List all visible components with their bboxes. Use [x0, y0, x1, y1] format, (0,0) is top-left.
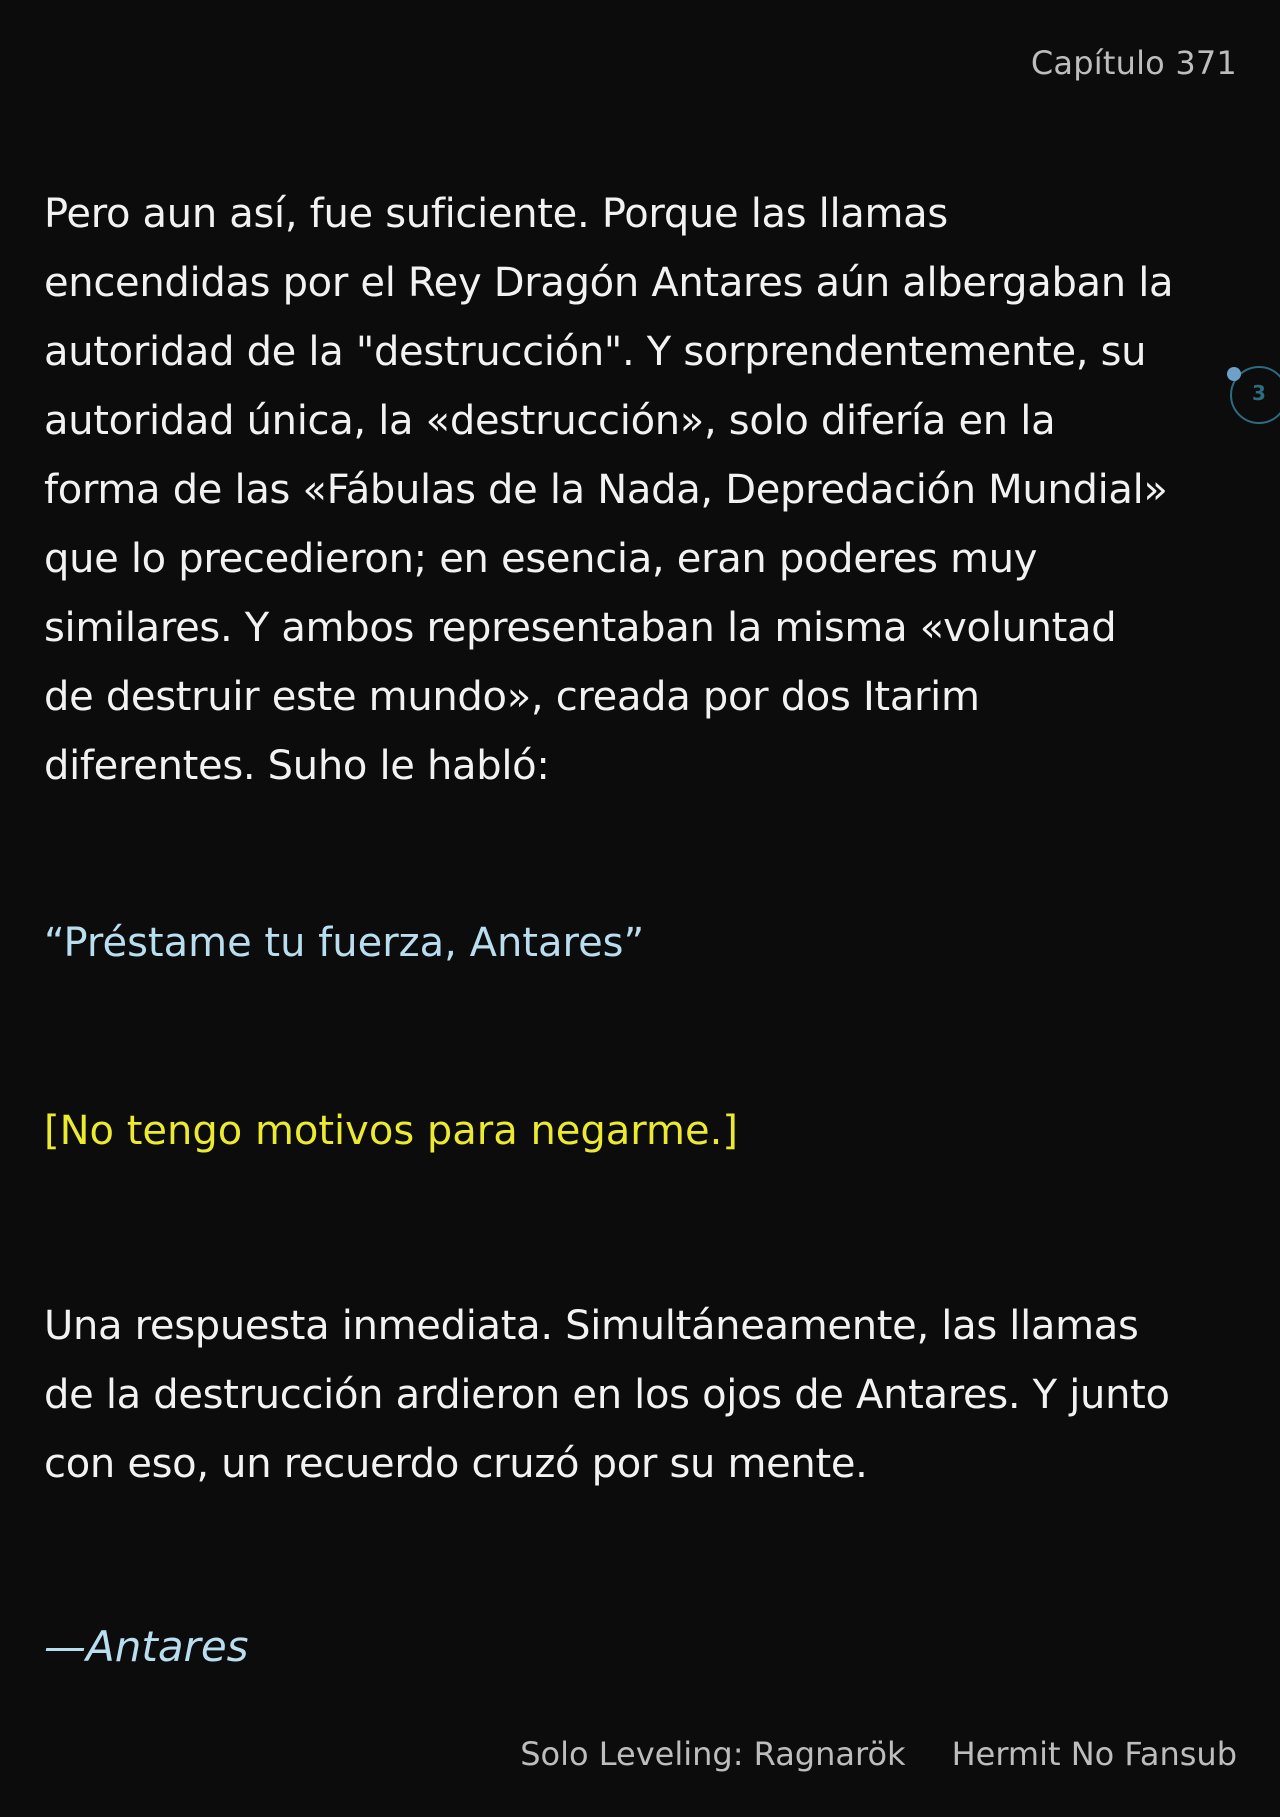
- translator-group: Hermit No Fansub: [951, 1735, 1237, 1773]
- chapter-title: Capítulo 371: [1030, 44, 1237, 82]
- dialogue-line: “Préstame tu fuerza, Antares”: [44, 920, 645, 966]
- page-number: 3: [1252, 381, 1266, 405]
- novel-title: Solo Leveling: Ragnarök: [520, 1735, 906, 1773]
- system-message: [No tengo motivos para negarme.]: [44, 1108, 738, 1154]
- signature-line: —Antares: [44, 1622, 249, 1671]
- paragraph: Pero aun así, fue suficiente. Porque las llamas encendidas por el Rey Dragón Antares aún albergaban la autoridad de la "destrucción". Y sorprendentemente, su autoridad única, la «destrucción», solo difería en la forma de las «Fábulas de la Nada, Depredación Mundial» que lo precedieron; en esencia, eran poderes muy similares. Y ambos representaban la misma «voluntad de destruir este mundo», creada por dos Itarim diferentes. Suho le habló:: [44, 191, 1174, 789]
- footer: [520, 1735, 1237, 1773]
- paragraph: Una respuesta inmediata. Simultáneamente, las llamas de la destrucción ardieron en los ojos de Antares. Y junto con eso, un recuerdo cruzó por su mente.: [44, 1303, 1170, 1487]
